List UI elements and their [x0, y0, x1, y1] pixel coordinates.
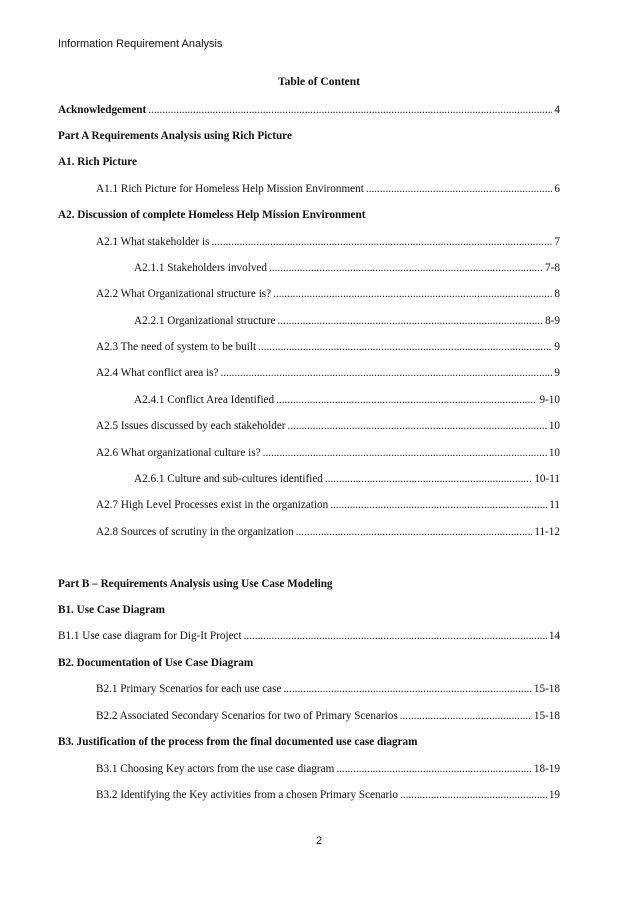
toc-entry-page: 18-19 [533, 763, 560, 775]
toc-section-a1[interactable] [58, 154, 560, 170]
toc-entry-page: 7 [554, 236, 560, 248]
toc-entry-label: A2.3 The need of system to be built [96, 341, 257, 353]
dot-leader [148, 102, 552, 118]
toc-entry-a2-6-1[interactable] [134, 471, 560, 487]
toc-section-part-a[interactable] [58, 128, 560, 144]
toc-entry-label: B2.1 Primary Scenarios for each use case [96, 683, 282, 695]
toc-entry-label: A2.7 High Level Processes exist in the organization [96, 499, 329, 511]
toc-entry-page: 19 [548, 789, 560, 801]
toc-entry-a2-1[interactable] [96, 234, 560, 250]
page-number: 2 [315, 835, 323, 847]
toc-entry-label: B3.2 Identifying the Key activities from a chosen Primary Scenario [96, 789, 398, 801]
dot-leader [283, 681, 531, 697]
toc-entry-acknowledgement[interactable] [58, 102, 560, 118]
toc-entry-label: A2.2 What Organizational structure is? [96, 288, 272, 300]
toc-section-b1[interactable] [58, 602, 560, 618]
dot-leader [276, 392, 537, 408]
toc-section-a2[interactable] [58, 207, 560, 223]
toc-entry-a2-2-1[interactable] [134, 313, 560, 329]
toc-entry-page: 10 [548, 420, 560, 432]
toc-entry-label: B2. Documentation of Use Case Diagram [58, 657, 254, 669]
toc-entry-page: 8 [554, 288, 560, 300]
toc-entry-label: A1. Rich Picture [58, 156, 138, 168]
toc-entry-label: B3. Justification of the process from the final documented use case diagram [58, 736, 418, 748]
dot-leader [366, 181, 553, 197]
toc-entry-a1-1[interactable] [96, 181, 560, 197]
dot-leader [269, 260, 543, 276]
toc-entry-page: 10 [548, 447, 560, 459]
toc-entry-label: A2.1 What stakeholder is [96, 236, 210, 248]
toc-entry-label: A2.2.1 Organizational structure [134, 315, 276, 327]
toc-entry-a2-5[interactable] [96, 418, 560, 434]
toc-entry-page: 6 [554, 183, 560, 195]
toc-section-part-b[interactable] [58, 576, 560, 592]
toc-entry-page: 14 [548, 630, 560, 642]
toc-entry-label: A2.4 What conflict area is? [96, 367, 219, 379]
dot-leader [273, 286, 552, 302]
dot-leader [277, 313, 543, 329]
toc-entry-b3-1[interactable] [96, 761, 560, 777]
dot-leader [400, 708, 532, 724]
toc-title: Table of Content [278, 76, 360, 88]
toc-entry-page: 9-10 [539, 394, 560, 406]
toc-entry-label: A2.8 Sources of scrutiny in the organization [96, 526, 294, 538]
dot-leader [330, 497, 547, 513]
toc-entry-page: 9 [554, 367, 560, 379]
toc-entry-a2-4-1[interactable] [134, 392, 560, 408]
toc-entry-b3-2[interactable] [96, 787, 560, 803]
toc-entry-page: 7-8 [545, 262, 560, 274]
toc-entry-a2-7[interactable] [96, 497, 560, 513]
dot-leader [258, 339, 552, 355]
toc-entry-page: 10-11 [534, 473, 560, 485]
toc-entry-page: 11-12 [534, 526, 560, 538]
toc-entry-a2-3[interactable] [96, 339, 560, 355]
toc-entry-a2-2[interactable] [96, 286, 560, 302]
toc-entry-label: A2.4.1 Conflict Area Identified [134, 394, 275, 406]
toc-entry-a2-4[interactable] [96, 365, 560, 381]
toc-entry-page: 9 [554, 341, 560, 353]
toc-entry-label: A2. Discussion of complete Homeless Help Mission Environment [58, 209, 366, 221]
toc-entry-a2-1-1[interactable] [134, 260, 560, 276]
dot-leader [296, 524, 533, 540]
dot-leader [244, 628, 547, 644]
dot-leader [325, 471, 532, 487]
toc-entry-label: B1. Use Case Diagram [58, 604, 165, 616]
dot-leader [336, 761, 532, 777]
toc-entry-b2-2[interactable] [96, 708, 560, 724]
toc-entry-page: 15-18 [533, 710, 560, 722]
toc-entry-page: 15-18 [533, 683, 560, 695]
toc-entry-a2-8[interactable] [96, 524, 560, 540]
toc-entry-page: 11 [549, 499, 560, 511]
toc-entry-label: Part A Requirements Analysis using Rich Picture [58, 130, 292, 142]
toc-entry-label: B2.2 Associated Secondary Scenarios for two of Primary Scenarios [96, 710, 398, 722]
toc-entry-label: A2.6.1 Culture and sub-cultures identified [134, 473, 323, 485]
dot-leader [288, 418, 547, 434]
dot-leader [212, 234, 553, 250]
toc-entry-label: B3.1 Choosing Key actors from the use case diagram [96, 763, 335, 775]
page-header: Information Requirement Analysis [58, 38, 223, 50]
toc-entry-label: A2.6 What organizational culture is? [96, 447, 261, 459]
toc-entry-label: Acknowledgement [58, 104, 147, 116]
dot-leader [400, 787, 547, 803]
toc-entry-a2-6[interactable] [96, 445, 560, 461]
toc-section-b3[interactable] [58, 734, 560, 750]
dot-leader [263, 445, 547, 461]
toc-entry-label: B1.1 Use case diagram for Dig-It Project [58, 630, 242, 642]
toc-entry-page: 4 [554, 104, 560, 116]
toc-entry-label: Part B – Requirements Analysis using Use Case Modeling [58, 578, 333, 590]
toc-entry-label: A1.1 Rich Picture for Homeless Help Mission Environment [96, 183, 364, 195]
toc-entry-label: A2.5 Issues discussed by each stakeholder [96, 420, 286, 432]
toc-section-b2[interactable] [58, 655, 560, 671]
toc-entry-b2-1[interactable] [96, 681, 560, 697]
toc-entry-page: 8-9 [545, 315, 560, 327]
toc-entry-label: A2.1.1 Stakeholders involved [134, 262, 267, 274]
dot-leader [221, 365, 553, 381]
toc-entry-b1-1[interactable] [58, 628, 560, 644]
